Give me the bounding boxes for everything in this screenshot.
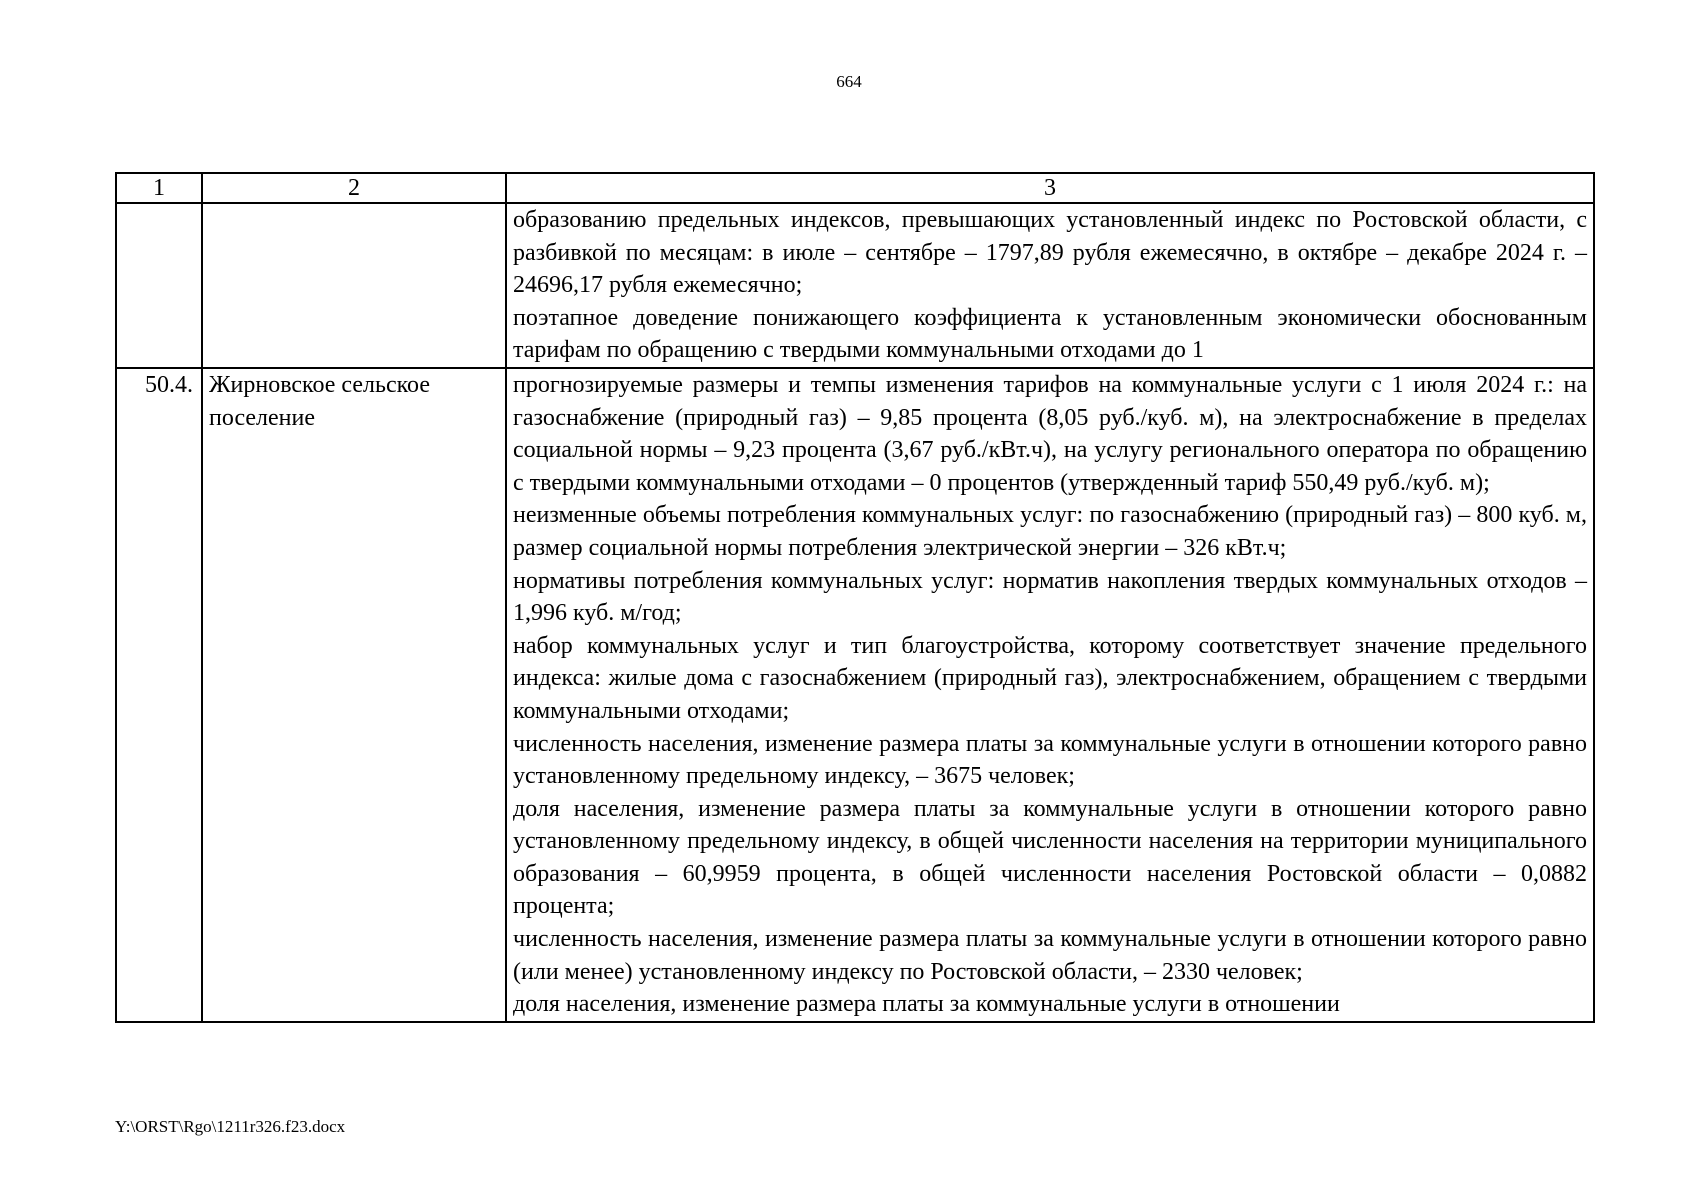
settlement-name-cell [202, 203, 506, 368]
settlement-name-cell: Жирновское сельское поселение [202, 368, 506, 1022]
paragraph: поэтапное доведение понижающего коэффициента к установленным экономически обоснованным тарифам по обращению с твердыми коммунальными отходами до 1 [513, 304, 1587, 364]
table-row-50-4 [116, 368, 1594, 1022]
table-header-row [116, 173, 1594, 203]
paragraph: нормативы потребления коммунальных услуг: норматив накопления твердых коммунальных отходов – 1,996 куб. м/год; [513, 567, 1587, 627]
row-number-cell [116, 203, 202, 368]
paragraph: набор коммунальных услуг и тип благоустройства, которому соответствует значение предельного индекса: жилые дома с газоснабжением (природный газ), электроснабжением, обращением с твердыми коммунальными отходами; [513, 632, 1587, 724]
paragraph: численность населения, изменение размера платы за коммунальные услуги в отношении которого равно (или менее) установленному индексу по Ростовской области, – 2330 человек; [513, 926, 1587, 985]
document-table [115, 172, 1595, 1023]
column-header-1: 1 [116, 173, 202, 203]
paragraph: численность населения, изменение размера платы за коммунальные услуги в отношении которого равно установленному предельному индексу, – 3675 человек; [513, 730, 1587, 790]
column-header-2: 2 [202, 173, 506, 203]
description-cell [506, 203, 1594, 368]
paragraph: образованию предельных индексов, превышающих установленный индекс по Ростовской области, с разбивкой по месяцам: в июле – сентябре – 1797,89 рубля ежемесячно, в октябре – декабре 2024 г. – 24696,17 рубля ежемесячно; [513, 207, 1587, 299]
paragraph: доля населения, изменение размера платы за коммунальные услуги в отношении [513, 991, 1340, 1018]
footer-file-path: Y:\ORST\Rgo\1211r326.f23.docx [115, 1117, 346, 1136]
description-cell [506, 368, 1594, 1022]
paragraph: доля населения, изменение размера платы за коммунальные услуги в отношении которого равно установленному предельному индексу, в общей численности населения на территории муниципального образования – 60,9959 процента, в общей численности населения Ростовской области – 0,0882 процента; [513, 795, 1587, 920]
page-number: 664 [836, 72, 862, 91]
table-row-continuation [116, 203, 1594, 368]
row-number-cell: 50.4. [116, 368, 202, 1022]
paragraph: прогнозируемые размеры и темпы изменения тарифов на коммунальные услуги с 1 июля 2024 г.: на газоснабжение (природный газ) – 9,85 процента (8,05 руб./куб. м), на электроснабжение в пределах социальной нормы – 9,23 процента (3,67 руб./кВт.ч), на услугу регионального оператора по обращению с твердыми коммунальными отходами – 0 процентов (утвержденный тариф 550,49 руб./куб. м); [513, 371, 1587, 496]
paragraph: неизменные объемы потребления коммунальных услуг: по газоснабжению (природный газ) – 800 куб. м, размер социальной нормы потребления электрической энергии – 326 кВт.ч; [513, 502, 1587, 561]
column-header-3: 3 [506, 173, 1594, 203]
